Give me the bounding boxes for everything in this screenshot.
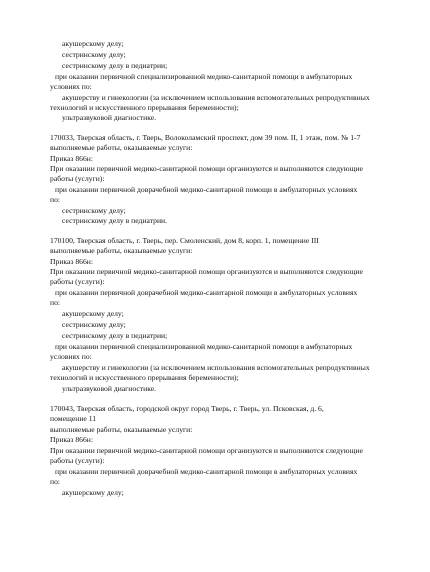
text-line: При оказании первичной медико-санитарной помощи организуются и выполняются следующие [50, 267, 363, 276]
service-line: сестринскому делу; [62, 206, 126, 215]
order-reference: Приказ 866н: [50, 154, 93, 163]
service-line: акушерскому делу; [62, 309, 124, 318]
text-line: работы (услуги): [50, 277, 105, 286]
text-line: условиях по: [50, 82, 92, 91]
text-line: условиях по: [50, 352, 92, 361]
care-type-line: при оказании первичной доврачебной медико-санитарной помощи в амбулаторных условиях [55, 467, 358, 476]
text-line: выполняемые работы, оказываемые услуги: [50, 425, 193, 434]
address-line: 170043, Тверская область, городской округ город Тверь, г. Тверь, ул. Псковская, д. 6, [50, 404, 324, 413]
care-type-line: при оказании первичной специализированной медико-санитарной помощи в амбулаторных [55, 342, 353, 351]
order-reference: Приказ 866н: [50, 435, 93, 444]
service-line: сестринскому делу в педиатрии; [62, 61, 168, 70]
service-line: сестринскому делу в педиатрии; [62, 331, 168, 340]
service-line: акушерству и гинекологии (за исключением использования вспомогательных репродуктивных [62, 363, 370, 372]
service-line: ультразвуковой диагностике. [62, 384, 157, 393]
text-line: помещение 11 [50, 414, 97, 423]
service-line: сестринскому делу; [62, 320, 126, 329]
service-line: акушерскому делу; [62, 39, 124, 48]
service-line: акушерству и гинекологии (за исключением использования вспомогательных репродуктивных [62, 93, 370, 102]
order-reference: Приказ 866н: [50, 257, 93, 266]
care-type-line: при оказании первичной специализированной медико-санитарной помощи в амбулаторных [55, 72, 353, 81]
text-line: При оказании первичной медико-санитарной помощи организуются и выполняются следующие [50, 446, 363, 455]
text-line: работы (услуги): [50, 456, 105, 465]
text-line: выполняемые работы, оказываемые услуги: [50, 246, 193, 255]
service-line: акушерскому делу; [62, 488, 124, 497]
service-line: сестринскому делу; [62, 50, 126, 59]
service-line: ультразвуковой диагностике. [62, 113, 157, 122]
text-line: технологий и искусственного прерывания беременности); [50, 373, 239, 382]
text-line: по: [50, 195, 61, 204]
care-type-line: при оказании первичной доврачебной медико-санитарной помощи в амбулаторных условиях [55, 288, 358, 297]
text-line: выполняемые работы, оказываемые услуги: [50, 143, 193, 152]
text-line: работы (услуги): [50, 174, 105, 183]
care-type-line: при оказании первичной доврачебной медико-санитарной помощи в амбулаторных условиях [55, 185, 358, 194]
address-line: 170033, Тверская область, г. Тверь, Волоколамский проспект, дом 39 пом. II, 1 этаж, пом. № 1-7 [50, 133, 361, 142]
text-line: При оказании первичной медико-санитарной помощи организуются и выполняются следующие [50, 164, 363, 173]
text-line: технологий и искусственного прерывания беременности); [50, 103, 239, 112]
service-line: сестринскому делу в педиатрии. [62, 216, 168, 225]
address-line: 170100, Тверская область, г. Тверь, пер. Смоленский, дом 8, корп. 1, помещение III [50, 236, 319, 245]
text-line: по: [50, 477, 61, 486]
text-line: по: [50, 298, 61, 307]
